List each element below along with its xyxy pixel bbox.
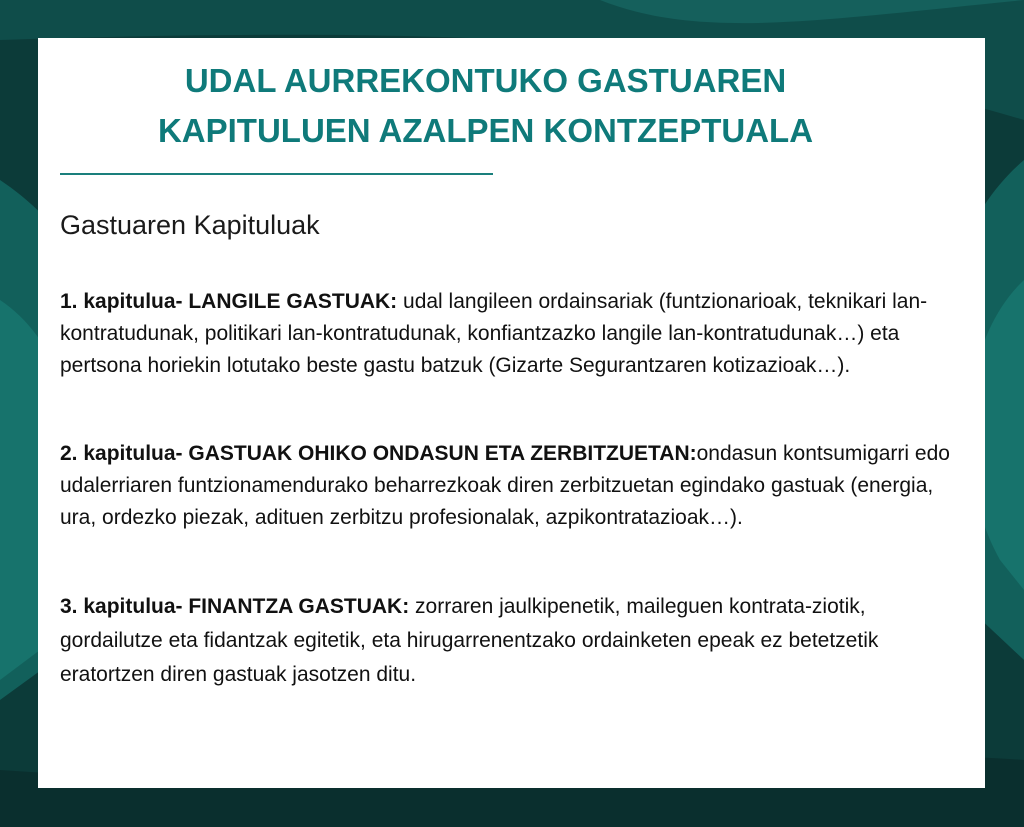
chapter-2-paragraph (60, 438, 965, 534)
title-divider (60, 173, 493, 175)
title-line-2: KAPITULUEN AZALPEN KONTZEPTUALA (157, 112, 814, 149)
chapter-1-paragraph (60, 286, 965, 382)
title-line-1: UDAL AURREKONTUKO GASTUAREN (184, 62, 787, 99)
chapter-2-text: ondasun kontsumigarri edo udalerriaren funtzionamendurako beharrezkoak diren zerbitzuetan egindako gastuak (energia, ura, ordezko piezak, adituen zerbitzu profesionalak, azpikontratazioak…). (60, 442, 950, 529)
chapter-3-label: 3. kapitulua- FINANTZA GASTUAK: (60, 595, 410, 618)
chapter-3-text: zorraren jaulkipenetik, maileguen kontrata-ziotik, gordailutze eta fidantzak egitetik, eta hirugarrenentzako ordainketen epeak ez betetzetik eratortzen diren gastuak jasotzen ditu. (60, 595, 879, 686)
chapter-3-paragraph (60, 590, 965, 692)
slide-title (38, 56, 933, 156)
chapter-1-label: 1. kapitulua- LANGILE GASTUAK: (60, 290, 398, 313)
chapter-2-label: 2. kapitulua- GASTUAK OHIKO ONDASUN ETA ZERBITZUETAN: (60, 442, 697, 465)
slide-panel (38, 38, 985, 788)
section-heading: Gastuaren Kapituluak (60, 210, 320, 240)
chapter-1-text: udal langileen ordainsariak (funtzionarioak, teknikari lan-kontratudunak, politikari lan-kontratudunak, konfiantzazko langile lan-kontratudunak…) eta pertsona horiekin lotutako beste gastu batzuk (Gizarte Segurantzaren kotizazioak…). (60, 290, 928, 377)
